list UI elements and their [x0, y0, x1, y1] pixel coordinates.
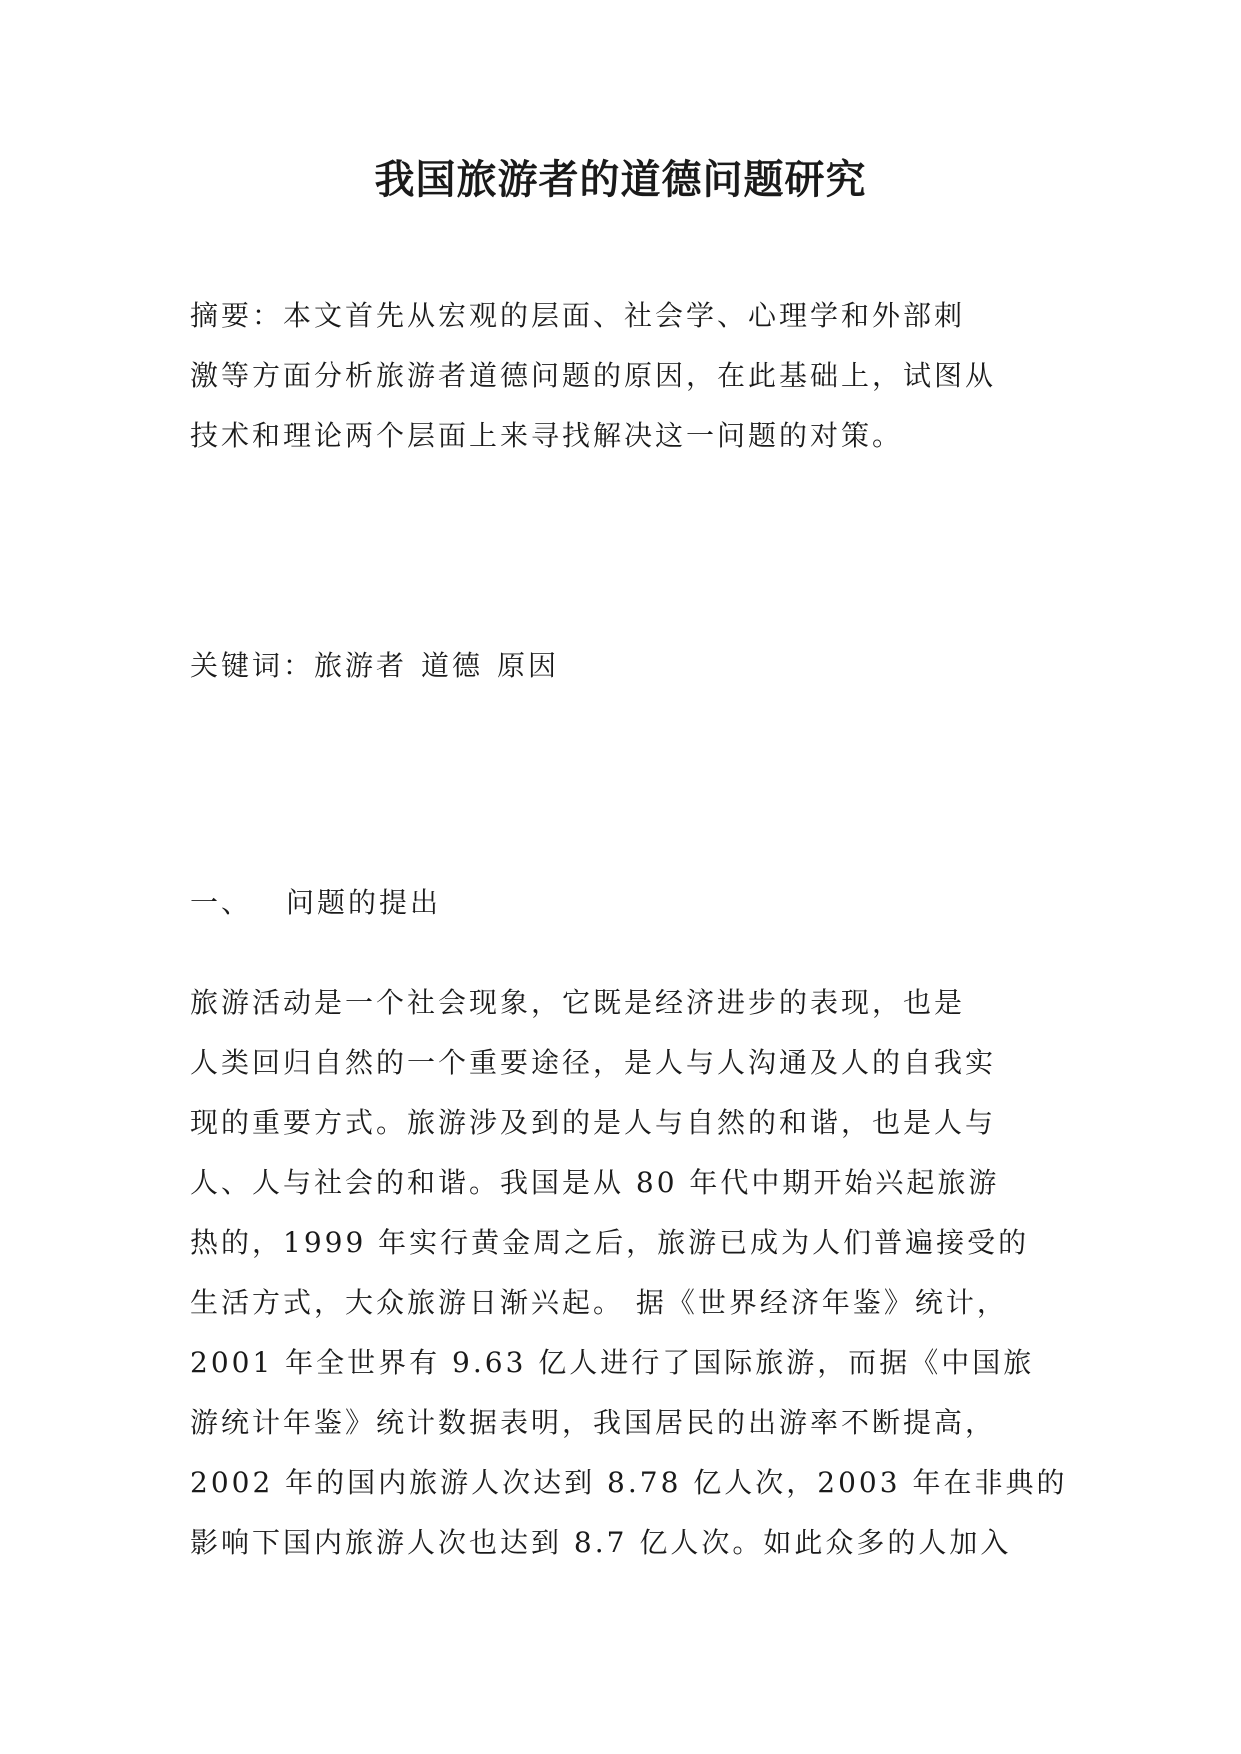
body-line: 2001 年全世界有 9.63 亿人进行了国际旅游，而据《中国旅: [190, 1346, 1035, 1379]
body-line: 影响下国内旅游人次也达到 8.7 亿人次。如此众多的人加入: [190, 1526, 1012, 1559]
keyword-item: 道德: [421, 649, 484, 682]
keywords-label: 关键词：: [190, 649, 315, 682]
body-line: 生活方式，大众旅游日渐兴起。 据《世界经济年鉴》统计，: [190, 1286, 1008, 1319]
body-line: 人类回归自然的一个重要途径，是人与人沟通及人的自我实: [190, 1046, 997, 1079]
abstract-line: 激等方面分析旅游者道德问题的原因，在此基础上，试图从: [190, 359, 997, 392]
document-title: 我国旅游者的道德问题研究: [374, 156, 867, 203]
body-line: 游统计年鉴》统计数据表明，我国居民的出游率不断提高，: [190, 1406, 997, 1439]
section-heading: [190, 873, 1050, 933]
abstract-line: 技术和理论两个层面上来寻找解决这一问题的对策。: [190, 419, 904, 452]
body-line: 2002 年的国内旅游人次达到 8.78 亿人次，2003 年在非典的: [190, 1466, 1068, 1499]
keywords-line: [190, 636, 1050, 696]
body-line: 热的，1999 年实行黄金周之后，旅游已成为人们普遍接受的: [190, 1226, 1030, 1259]
section-title: 问题的提出: [286, 886, 442, 919]
abstract-line: 摘要：本文首先从宏观的层面、社会学、心理学和外部刺: [190, 299, 966, 332]
body-line: 现的重要方式。旅游涉及到的是人与自然的和谐，也是人与: [190, 1106, 997, 1139]
body-line: 旅游活动是一个社会现象，它既是经济进步的表现，也是: [190, 986, 966, 1019]
keyword-item: 原因: [497, 649, 560, 682]
body-paragraph: [190, 973, 1068, 1573]
body-line: 人、人与社会的和谐。我国是从 80 年代中期开始兴起旅游: [190, 1166, 1000, 1199]
section-number: 一、: [190, 886, 253, 919]
keyword-item: 旅游者: [314, 649, 408, 682]
abstract-paragraph: [190, 286, 1050, 466]
